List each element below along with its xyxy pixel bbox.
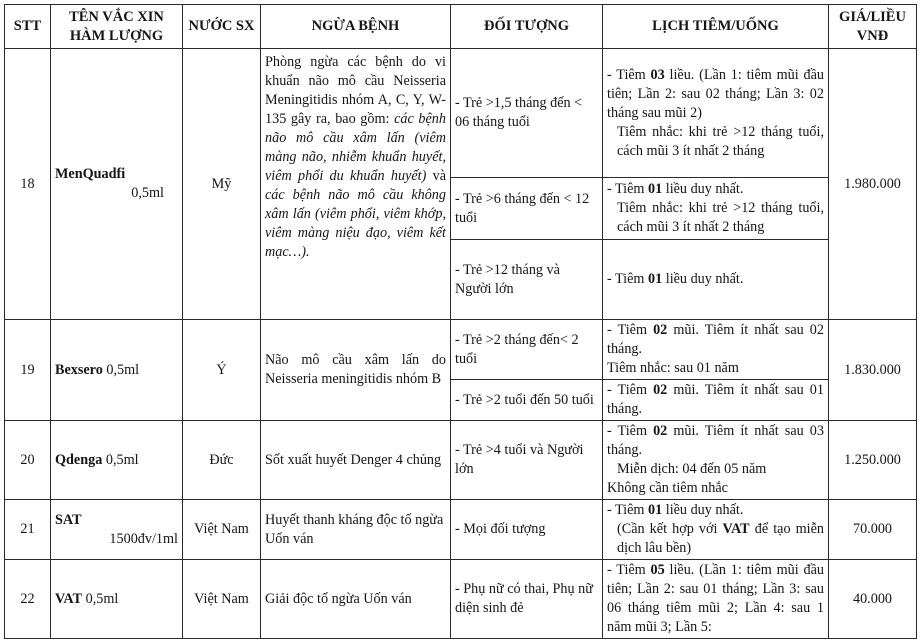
schedule-extra: Tiêm nhắc: khi trẻ >12 tháng tuổi, cách mũi 3 ít nhất 2 tháng [617, 200, 824, 235]
row-stt: 21 [5, 500, 51, 560]
target-cell: - Trẻ >2 tuổi đến 50 tuổi [451, 380, 603, 421]
target-cell: - Trẻ >4 tuổi và Người lớn [451, 421, 603, 500]
header-row [5, 5, 917, 49]
vaccine-name: SAT [55, 511, 82, 528]
vaccine-name-cell [51, 49, 183, 320]
header-country: NƯỚC SX [183, 5, 261, 49]
prevents-italic-2: các bệnh não mô cầu không xâm lấn (viêm phổi, viêm khớp, viêm màng niệu đạo, viêm kết mạc…). [265, 187, 446, 260]
vaccine-dose: 0,5ml [131, 185, 164, 201]
price-cell: 1.830.000 [829, 320, 917, 421]
header-price: GIÁ/LIỀU VNĐ [829, 5, 917, 49]
row-stt: 20 [5, 421, 51, 500]
country-cell: Việt Nam [183, 500, 261, 560]
prevents-text: Phòng ngừa các bệnh do vi khuẩn não mô cầu Neisseria Meningitidis nhóm A, C, Y, W-135 gây ra, bao gồm: [265, 54, 446, 127]
prevents-cell: Não mô cầu xâm lấn do Neisseria meningitidis nhóm B [261, 320, 451, 421]
vaccine-dose: 0,5ml [105, 451, 139, 468]
prevents-cell: Giải độc tố ngừa Uốn ván [261, 560, 451, 639]
prevents-italic: các bệnh não mô cầu xâm lấn (viêm màng não, nhiễm khuẩn huyết, viêm phổi du khuẩn huyết) [265, 111, 446, 184]
schedule-cell: - Tiêm 02 mũi. Tiêm ít nhất sau 02 tháng. Tiêm nhắc: sau 01 năm [603, 320, 829, 380]
header-prevents: NGỪA BỆNH [261, 5, 451, 49]
price-cell: 1.250.000 [829, 421, 917, 500]
country-cell: Mỹ [183, 49, 261, 320]
schedule-extra: Miễn dịch: 04 đến 05 năm [617, 461, 767, 477]
schedule-extra-2: Không cần tiêm nhắc [607, 480, 728, 496]
header-target: ĐỐI TƯỢNG [451, 5, 603, 49]
vaccine-name-cell [51, 500, 183, 560]
table-row [5, 49, 917, 178]
target-cell: - Phụ nữ có thai, Phụ nữ diện sinh đẻ [451, 560, 603, 639]
prevents-cell: Sốt xuất huyết Denger 4 chủng [261, 421, 451, 500]
vaccine-name: VAT [55, 590, 83, 607]
vaccine-name: MenQuadfi [55, 166, 126, 182]
row-stt: 18 [5, 49, 51, 320]
price-cell: 70.000 [829, 500, 917, 560]
vaccine-table [4, 4, 917, 639]
country-cell: Ý [183, 320, 261, 421]
schedule-extra: Tiêm nhắc: khi trẻ >12 tháng tuổi, cách mũi 3 ít nhất 2 tháng [617, 123, 824, 159]
target-cell: - Trẻ >6 tháng đến < 12 tuổi [451, 178, 603, 240]
country-cell: Đức [183, 421, 261, 500]
schedule-cell: - Tiêm 01 liều duy nhất. Tiêm nhắc: khi trẻ >12 tháng tuổi, cách mũi 3 ít nhất 2 tháng [603, 178, 829, 240]
prevents-cell [261, 49, 451, 320]
schedule-cell: - Tiêm 05 liều. (Lần 1: tiêm mũi đầu tiên; Lần 2: sau 01 tháng; Lần 3: sau 06 tháng tiêm mũi 2; Lần 4: sau 1 năm mũi 3; Lần 5: [603, 560, 829, 639]
schedule-cell: - Tiêm 02 mũi. Tiêm ít nhất sau 01 tháng. [603, 380, 829, 421]
vaccine-name: Qdenga [55, 451, 103, 468]
target-cell: - Trẻ >1,5 tháng đến < 06 tháng tuổi [451, 49, 603, 178]
schedule-extra: Tiêm nhắc: sau 01 năm [607, 360, 739, 376]
table-row [5, 421, 917, 500]
vaccine-name-cell [51, 560, 183, 639]
header-vaccine: TÊN VẮC XIN HÀM LƯỢNG [51, 5, 183, 49]
table-row [5, 560, 917, 639]
schedule-cell: - Tiêm 03 liều. (Lần 1: tiêm mũi đầu tiên; Lần 2: sau 02 tháng; Lần 3: 02 tháng sau mũi 2) Tiêm nhắc: khi trẻ >12 tháng tuổi, cách mũi 3 ít nhất 2 tháng [603, 49, 829, 178]
row-stt: 19 [5, 320, 51, 421]
price-cell: 1.980.000 [829, 49, 917, 320]
prevents-cell: Huyết thanh kháng độc tố ngừa Uốn ván [261, 500, 451, 560]
vaccine-name-cell [51, 421, 183, 500]
country-cell: Việt Nam [183, 560, 261, 639]
schedule-cell: - Tiêm 01 liều duy nhất. [603, 240, 829, 320]
schedule-cell: - Tiêm 01 liều duy nhất. (Cần kết hợp với VAT để tạo miễn dịch lâu bền) [603, 500, 829, 560]
vaccine-dose: 0,5ml [85, 590, 119, 607]
table-row [5, 320, 917, 380]
vaccine-name: Bexsero [55, 361, 103, 378]
prevents-mid: và [432, 168, 447, 184]
target-cell: - Mọi đối tượng [451, 500, 603, 560]
vaccine-dose: 0,5ml [106, 361, 140, 378]
vaccine-dose: 1500đv/1ml [109, 530, 178, 547]
target-cell: - Trẻ >12 tháng và Người lớn [451, 240, 603, 320]
table-row [5, 500, 917, 560]
vaccine-name-cell [51, 320, 183, 421]
header-schedule: LỊCH TIÊM/UỐNG [603, 5, 829, 49]
header-stt: STT [5, 5, 51, 49]
row-stt: 22 [5, 560, 51, 639]
price-cell: 40.000 [829, 560, 917, 639]
target-cell: - Trẻ >2 tháng đến< 2 tuổi [451, 320, 603, 380]
schedule-cell: - Tiêm 02 mũi. Tiêm ít nhất sau 03 tháng. Miễn dịch: 04 đến 05 năm Không cần tiêm nhắc [603, 421, 829, 500]
